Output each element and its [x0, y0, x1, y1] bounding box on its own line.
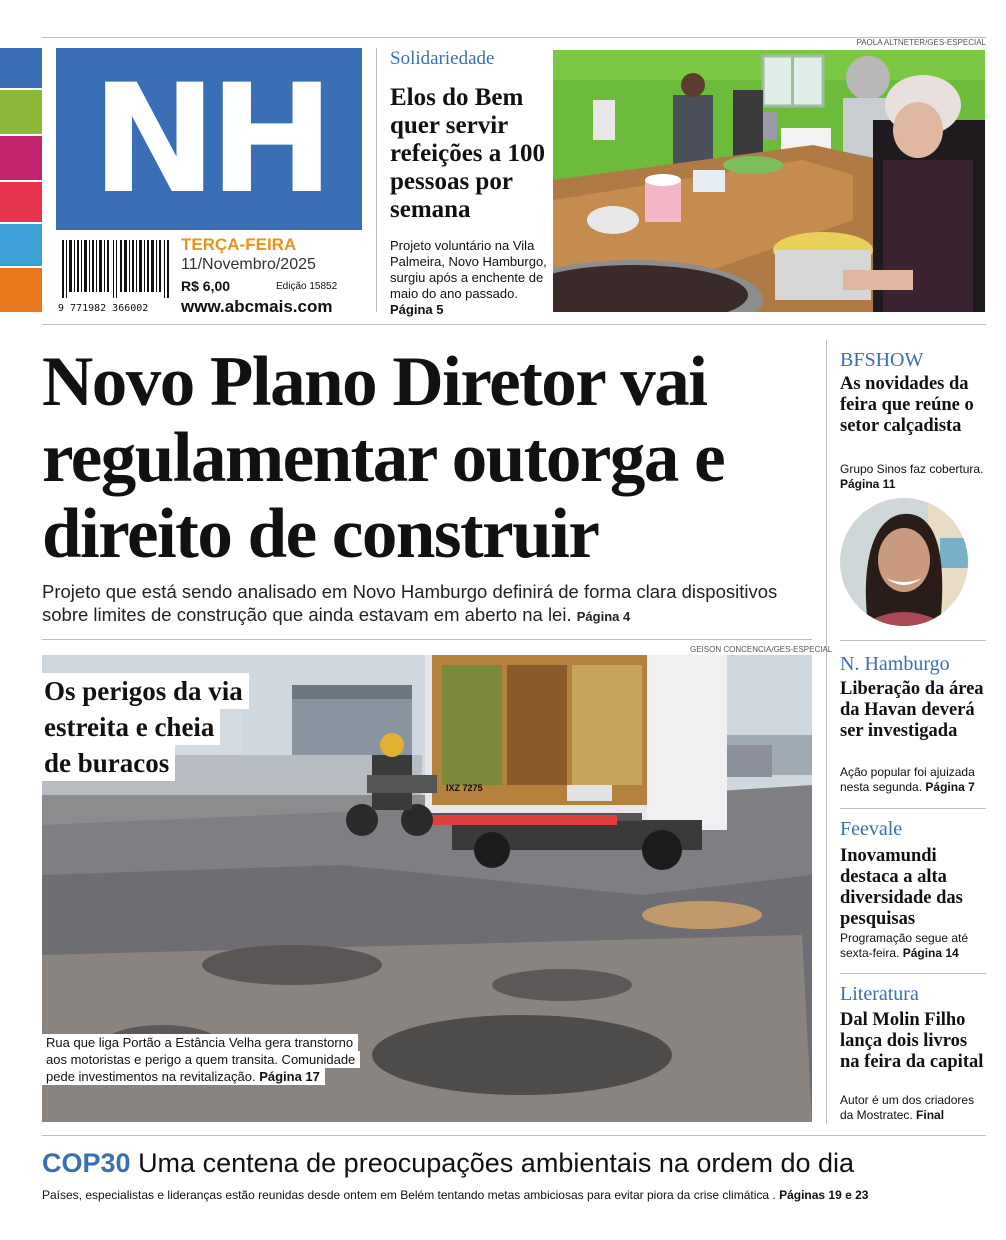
sidebar-kicker-feevale: Feevale	[840, 818, 903, 840]
sidebar-page-ref-feevale[interactable]: Página 14	[902, 946, 959, 960]
road-caption-line-3	[42, 1068, 325, 1085]
sidebar-body-feevale	[840, 931, 990, 961]
main-deck	[42, 580, 812, 628]
top-story-body	[390, 238, 548, 318]
main-headline[interactable]: Novo Plano Diretor vai regulamentar outorga e direito de construir	[42, 343, 725, 573]
website-link[interactable]: www.abcmais.com	[181, 297, 333, 316]
sidebar-headline-bfshow[interactable]: As novidades da feira que reúne o setor calçadista	[840, 374, 974, 436]
top-story-kicker: Solidariedade	[390, 48, 495, 69]
nh-logo[interactable]	[56, 48, 362, 230]
sidebar-kicker-bfshow: BFSHOW	[840, 349, 924, 371]
sidebar-rule-1	[840, 640, 986, 641]
road-overlay-line-2: estreita e cheia	[42, 709, 220, 745]
road-overlay-line-3: de buracos	[42, 745, 175, 781]
bottom-kicker: COP30	[42, 1148, 131, 1178]
top-story-body-text: Projeto voluntário na Vila Palmeira, Novo Hamburgo, surgiu após a enchente de maio do ano passado.	[390, 238, 547, 301]
sidebar-body-text-feevale: Programação segue até sexta-feira.	[840, 931, 969, 960]
sidebar-body-text-nhamburgo: Ação popular foi ajuizada nesta segunda.	[840, 765, 975, 794]
bottom-headline[interactable]	[42, 1148, 992, 1179]
sidebar-headline-feevale[interactable]: Inovamundi destaca a alta diversidade das pesquisas	[840, 846, 963, 929]
top-photo-credit: PAOLA ALTNETER/GES-ESPECIAL	[856, 38, 986, 47]
issue-price: R$ 6,00	[181, 278, 231, 294]
top-rule	[42, 37, 986, 38]
top-story-headline[interactable]: Elos do Bem quer servir refeições a 100 pessoas por semana	[390, 84, 546, 223]
road-caption-line-1: Rua que liga Portão a Estância Velha gera transtorno	[42, 1034, 358, 1051]
bottom-body	[42, 1188, 992, 1202]
edition-number: Edição 15852	[276, 281, 338, 292]
road-overlay-line-1: Os perigos da via	[42, 673, 249, 709]
sidebar-body-text-literatura: Autor é um dos criadores da Mostratec.	[840, 1093, 975, 1122]
color-bar-blue	[0, 48, 42, 88]
bottom-headline-text: Uma centena de preocupações ambientais na ordem do dia	[138, 1148, 855, 1178]
road-caption-line-3-text: pede investimentos na revitalização.	[46, 1069, 256, 1084]
masthead-bottom-rule	[42, 324, 986, 325]
color-bar-red	[0, 182, 42, 222]
weekday: TERÇA-FEIRA	[181, 235, 297, 254]
sidebar-body-bfshow	[840, 462, 990, 492]
main-page-ref[interactable]: Página 4	[576, 609, 631, 624]
logo-text: NH	[91, 53, 327, 227]
bfshow-portrait[interactable]	[840, 498, 968, 626]
road-page-ref[interactable]: Página 17	[259, 1069, 320, 1084]
masthead-divider	[376, 48, 377, 312]
sidebar-divider	[826, 340, 827, 1124]
sidebar-headline-literatura[interactable]: Dal Molin Filho lança dois livros na feira da capital	[840, 1010, 984, 1072]
truck-plate: IXZ 7275	[446, 783, 483, 793]
color-bar-cyan	[0, 224, 42, 266]
color-bar-orange	[0, 268, 42, 312]
road-caption-line-2: aos motoristas e perigo a quem transita. Comunidade	[42, 1051, 360, 1068]
top-story-page-ref[interactable]: Página 5	[390, 302, 444, 317]
main-deck-text: Projeto que está sendo analisado em Novo Hamburgo definirá de forma clara dispositivos sobre limites de construção que ainda estavam em aberto na lei.	[42, 581, 778, 625]
deck-bottom-rule	[42, 639, 812, 640]
sidebar-headline-nhamburgo[interactable]: Liberação da área da Havan deverá ser investigada	[840, 679, 984, 741]
sidebar-kicker-literatura: Literatura	[840, 983, 919, 1005]
kitchen-photo[interactable]	[553, 50, 985, 312]
sidebar-page-ref-bfshow[interactable]: Página 11	[840, 477, 896, 491]
sidebar-kicker-nhamburgo: N. Hamburgo	[840, 653, 950, 675]
bottom-body-text: Países, especialistas e lideranças estão reunidas desde ontem em Belém tentando metas ambiciosas para evitar piora da crise climática .	[42, 1188, 776, 1202]
issue-date: 11/Novembro/2025	[181, 256, 316, 273]
sidebar-rule-2	[840, 808, 986, 809]
sidebar-page-ref-literatura[interactable]: Final	[916, 1108, 945, 1122]
sidebar-body-literatura	[840, 1093, 990, 1123]
barcode-number: 9 771982 366002	[58, 303, 149, 314]
color-bar-magenta	[0, 136, 42, 180]
sidebar-body-text-bfshow: Grupo Sinos faz cobertura.	[840, 462, 984, 476]
sidebar-body-nhamburgo	[840, 765, 990, 795]
bottom-rule	[42, 1135, 986, 1136]
barcode	[62, 240, 170, 298]
bottom-page-ref[interactable]: Páginas 19 e 23	[779, 1188, 869, 1202]
sidebar-rule-3	[840, 973, 986, 974]
color-bar-green	[0, 90, 42, 134]
road-photo-credit: GEISON CONCENCIA/GES-ESPECIAL	[690, 645, 833, 654]
sidebar-page-ref-nhamburgo[interactable]: Página 7	[925, 780, 975, 794]
